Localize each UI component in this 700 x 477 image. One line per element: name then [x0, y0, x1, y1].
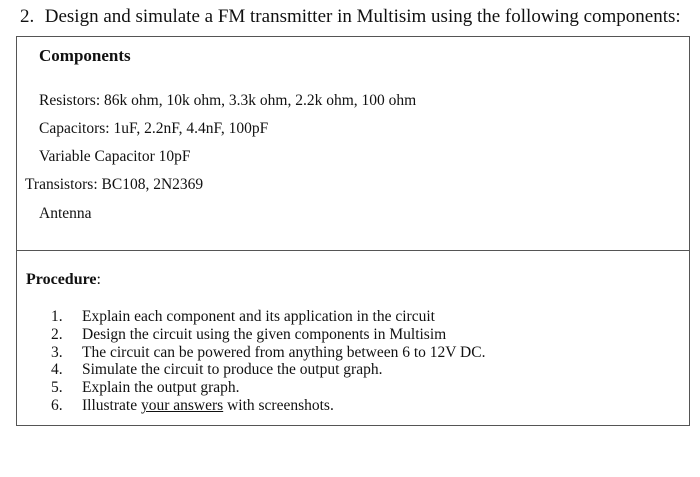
procedure-box: [16, 250, 690, 426]
procedure-heading: [26, 271, 101, 289]
step-text-post: with screenshots.: [223, 396, 334, 414]
transistors-line: Transistors: BC108, 2N2369: [25, 176, 204, 193]
procedure-step: [51, 379, 485, 397]
procedure-step: [51, 326, 485, 344]
step-number: 5.: [51, 379, 63, 397]
capacitors-line: Capacitors: 1uF, 2.2nF, 4.4nF, 100pF: [39, 120, 269, 137]
question-heading: [20, 5, 681, 29]
step-text-pre: Illustrate: [82, 396, 141, 414]
procedure-step: [51, 308, 485, 326]
step-text: Explain the output graph.: [82, 379, 240, 397]
step-text: Explain each component and its application in the circuit: [82, 308, 435, 325]
components-heading: Components: [39, 46, 131, 65]
procedure-step: [51, 344, 485, 362]
question-text: Design and simulate a FM transmitter in Multisim using the following components:: [44, 6, 681, 27]
step-text: Simulate the circuit to produce the output graph.: [82, 361, 383, 379]
step-number: 6.: [51, 396, 63, 414]
step-number: 3.: [51, 343, 63, 361]
step-text: Design the circuit using the given components in Multisim: [82, 325, 447, 343]
step-text-underlined: your answers: [140, 396, 224, 414]
step-text: The circuit can be powered from anything between 6 to 12V DC.: [82, 343, 486, 361]
procedure-step: [51, 361, 485, 379]
antenna-line: Antenna: [39, 205, 92, 222]
step-number: 1.: [51, 308, 63, 325]
step-number: 2.: [51, 325, 63, 343]
resistors-line: Resistors: 86k ohm, 10k ohm, 3.3k ohm, 2.2k ohm, 100 ohm: [39, 92, 417, 109]
procedure-heading-colon: :: [96, 271, 101, 288]
step-number: 4.: [51, 361, 63, 379]
procedure-step: [51, 397, 485, 415]
variable-capacitor-line: Variable Capacitor 10pF: [39, 148, 191, 165]
components-box: [16, 36, 690, 251]
procedure-steps: [51, 308, 485, 415]
question-number: 2.: [20, 6, 35, 27]
procedure-heading-text: Procedure: [26, 271, 97, 288]
